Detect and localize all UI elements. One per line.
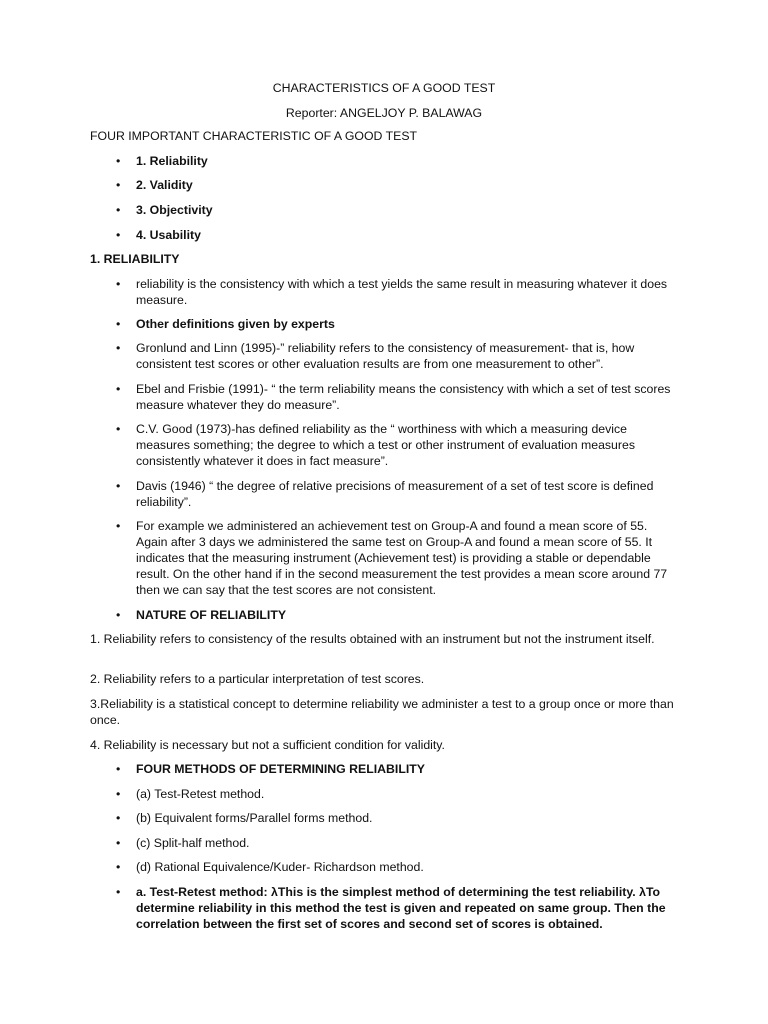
bullet-icon: •	[116, 608, 121, 622]
bullet-icon: •	[116, 787, 121, 801]
bullet-icon: •	[116, 836, 121, 850]
nature-point: 3.Reliability is a statistical concept to determine reliability we administer a test to a group once or more than once.	[90, 697, 674, 727]
heading-four-characteristics: FOUR IMPORTANT CHARACTERISTIC OF A GOOD TEST	[90, 129, 418, 143]
list-item-text: 3. Objectivity	[136, 203, 213, 217]
bullet-icon: •	[116, 228, 121, 242]
bullet-icon: •	[116, 885, 121, 899]
list-item-text: 1. Reliability	[136, 154, 208, 168]
bullet-icon: •	[116, 860, 121, 874]
list-item-text: C.V. Good (1973)-has defined reliability as the “ worthiness with which a measuring device measures something; the degree to which a test or other instrument of evaluation measures consistently whatever it does in fact measure”.	[136, 422, 635, 468]
document-title: CHARACTERISTICS OF A GOOD TEST	[272, 81, 496, 95]
heading-reliability: 1. RELIABILITY	[90, 252, 180, 266]
nature-point: 4. Reliability is necessary but not a sufficient condition for validity.	[90, 738, 445, 752]
list-item-text: Gronlund and Linn (1995)-” reliability refers to the consistency of measurement- that is, how consistent test scores or other evaluation results are from one measurement to other”.	[136, 341, 635, 371]
list-item-text: Other definitions given by experts	[136, 317, 335, 331]
bullet-icon: •	[116, 422, 121, 436]
bullet-icon: •	[116, 762, 121, 776]
bullet-icon: •	[116, 479, 121, 493]
list-item-text: Ebel and Frisbie (1991)- “ the term reliability means the consistency with which a set of test scores measure whatever they do measure”.	[136, 382, 671, 412]
list-item-text: (a) Test-Retest method.	[136, 787, 265, 801]
nature-point: 1. Reliability refers to consistency of the results obtained with an instrument but not the instrument itself.	[90, 632, 655, 646]
bullet-icon: •	[116, 382, 121, 396]
list-item-text: (c) Split-half method.	[136, 836, 250, 850]
bullet-icon: •	[116, 341, 121, 355]
list-item-text: FOUR METHODS OF DETERMINING RELIABILITY	[136, 762, 425, 776]
list-item-text: (d) Rational Equivalence/Kuder- Richardson method.	[136, 860, 424, 874]
bullet-icon: •	[116, 317, 121, 331]
list-item-text: reliability is the consistency with which a test yields the same result in measuring whatever it does measure.	[136, 277, 668, 307]
bullet-icon: •	[116, 519, 121, 533]
list-item-text: (b) Equivalent forms/Parallel forms method.	[136, 811, 373, 825]
list-item-text: 4. Usability	[136, 228, 201, 242]
bullet-icon: •	[116, 811, 121, 825]
list-item-text: a. Test-Retest method: λThis is the simplest method of determining the test reliability. λTo determine reliability in this method the test is given and repeated on same group. Then the correlation between the first set of scores and second set of scores is obtained.	[136, 885, 666, 931]
bullet-icon: •	[116, 203, 121, 217]
reporter-line: Reporter: ANGELJOY P. BALAWAG	[285, 106, 483, 120]
bullet-icon: •	[116, 178, 121, 192]
bullet-icon: •	[116, 154, 121, 168]
list-item-text: 2. Validity	[136, 178, 193, 192]
bullet-icon: •	[116, 277, 121, 291]
list-item-text: For example we administered an achievement test on Group-A and found a mean score of 55. Again after 3 days we administered the same test on Group-A and found a mean score of 55. It indicates that the measuring instrument (Achievement test) is providing a stable or dependable result. On the other hand if in the second measurement the test provides a mean score around 77 then we can say that the test scores are not consistent.	[136, 519, 668, 597]
nature-point: 2. Reliability refers to a particular interpretation of test scores.	[90, 672, 425, 686]
list-item-text: Davis (1946) “ the degree of relative precisions of measurement of a set of test score is defined reliability”.	[136, 479, 654, 509]
list-item-text: NATURE OF RELIABILITY	[136, 608, 287, 622]
